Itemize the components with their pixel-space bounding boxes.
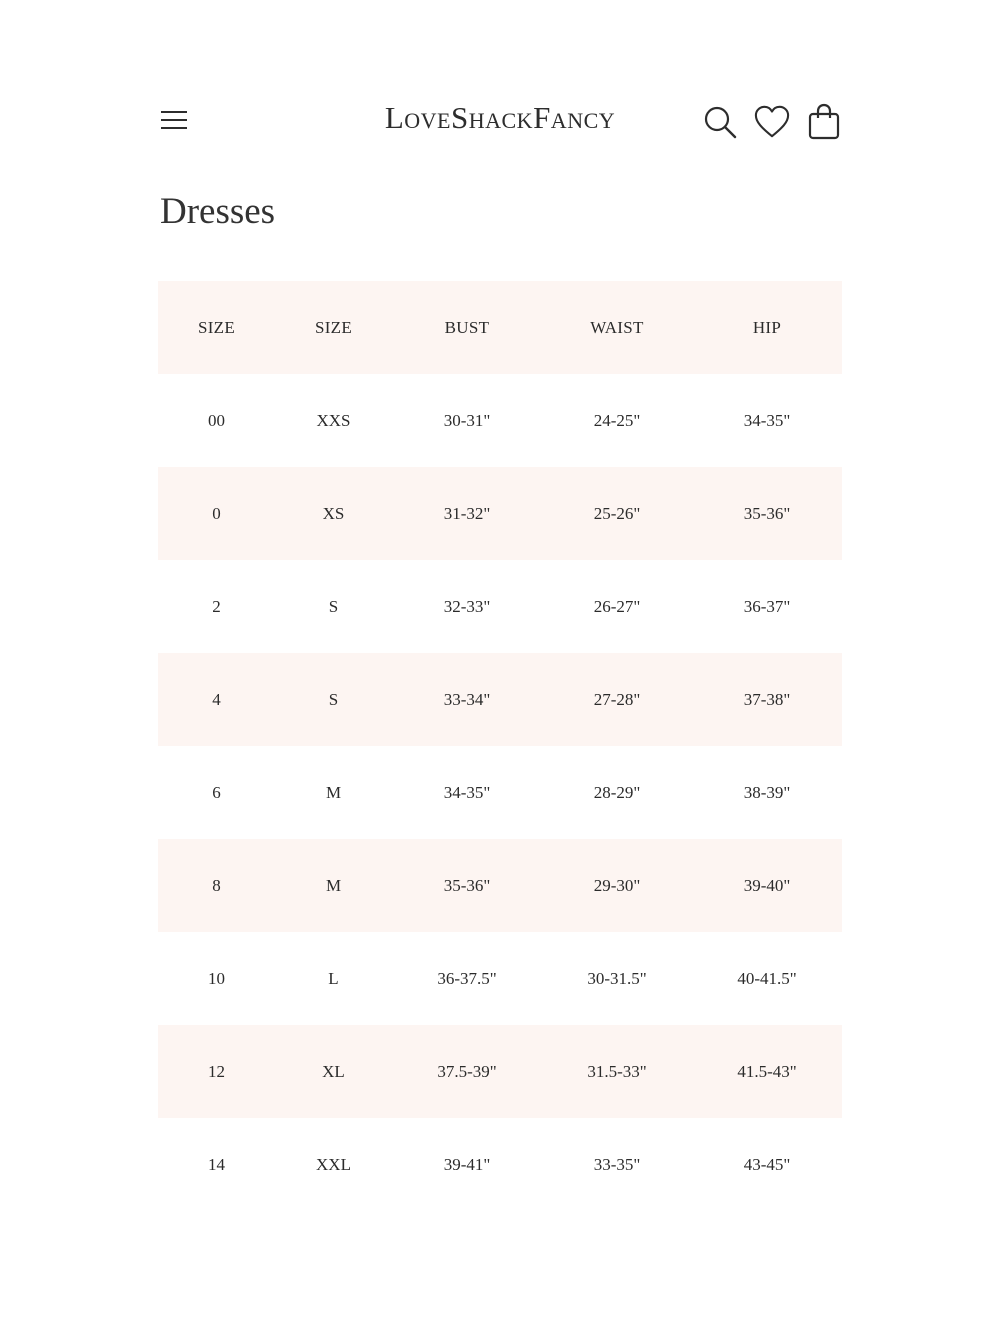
column-header-hip: HIP [752,317,782,337]
table-row [158,374,842,467]
cell-hip: 40-41.5" [737,968,797,988]
header-actions [702,100,842,144]
cell-size-letter: L [328,968,339,988]
cell-size-number: 4 [212,689,221,709]
cell-bust: 35-36" [443,875,491,895]
cell-size-number: 0 [212,503,221,523]
cell-bust: 36-37.5" [437,968,497,988]
table-row [158,560,842,653]
cell-hip: 43-45" [743,1154,791,1174]
column-header-bust: BUST [444,317,490,337]
table-row [158,1118,842,1211]
cell-size-letter: XXL [316,1154,351,1174]
table-row [158,746,842,839]
cell-bust: 34-35" [443,782,491,802]
cell-size-letter: XXS [316,410,351,430]
cell-bust: 31-32" [443,503,491,523]
table-row [158,653,842,746]
cell-waist: 29-30" [593,875,641,895]
table-row [158,839,842,932]
cell-bust: 33-34" [443,689,491,709]
heart-icon[interactable] [754,103,790,141]
cell-waist: 24-25" [593,410,641,430]
cell-bust: 39-41" [443,1154,491,1174]
cell-size-number: 14 [208,1154,225,1174]
table-row [158,467,842,560]
cell-waist: 25-26" [593,503,641,523]
cell-size-letter: M [325,875,342,895]
cell-bust: 32-33" [443,596,491,616]
cell-bust: 37.5-39" [437,1061,497,1081]
cell-size-letter: S [328,689,339,709]
cell-hip: 39-40" [743,875,791,895]
cell-hip: 37-38" [743,689,791,709]
cell-waist: 28-29" [593,782,641,802]
cell-hip: 35-36" [743,503,791,523]
cell-hip: 38-39" [743,782,791,802]
cell-size-number: 10 [208,968,225,988]
hamburger-menu-icon[interactable] [158,104,190,136]
cell-waist: 33-35" [593,1154,641,1174]
cell-size-letter: XL [322,1061,345,1081]
cell-hip: 36-37" [743,596,791,616]
column-header-waist: WAIST [590,317,644,337]
cell-waist: 26-27" [593,596,641,616]
column-header-size-number: SIZE [197,317,236,337]
cell-size-number: 00 [208,410,225,430]
cell-size-number: 8 [212,875,221,895]
search-icon[interactable] [702,103,738,141]
cell-size-number: 12 [208,1061,225,1081]
table-row [158,1025,842,1118]
table-header-row [158,281,842,374]
cell-size-letter: M [325,782,342,802]
brand-logo[interactable]: LoveShackFancy [384,100,616,135]
shopping-bag-icon[interactable] [806,103,842,141]
page-title: Dresses [160,191,276,232]
cell-hip: 34-35" [743,410,791,430]
cell-hip: 41.5-43" [737,1061,797,1081]
cell-size-number: 6 [212,782,221,802]
cell-size-letter: S [328,596,339,616]
size-chart-table [158,281,842,1211]
column-header-size-letter: SIZE [314,317,353,337]
site-header [158,96,842,146]
cell-waist: 30-31.5" [587,968,647,988]
cell-size-number: 2 [212,596,221,616]
cell-waist: 31.5-33" [587,1061,647,1081]
table-row [158,932,842,1025]
cell-size-letter: XS [322,503,345,523]
cell-bust: 30-31" [443,410,491,430]
cell-waist: 27-28" [593,689,641,709]
